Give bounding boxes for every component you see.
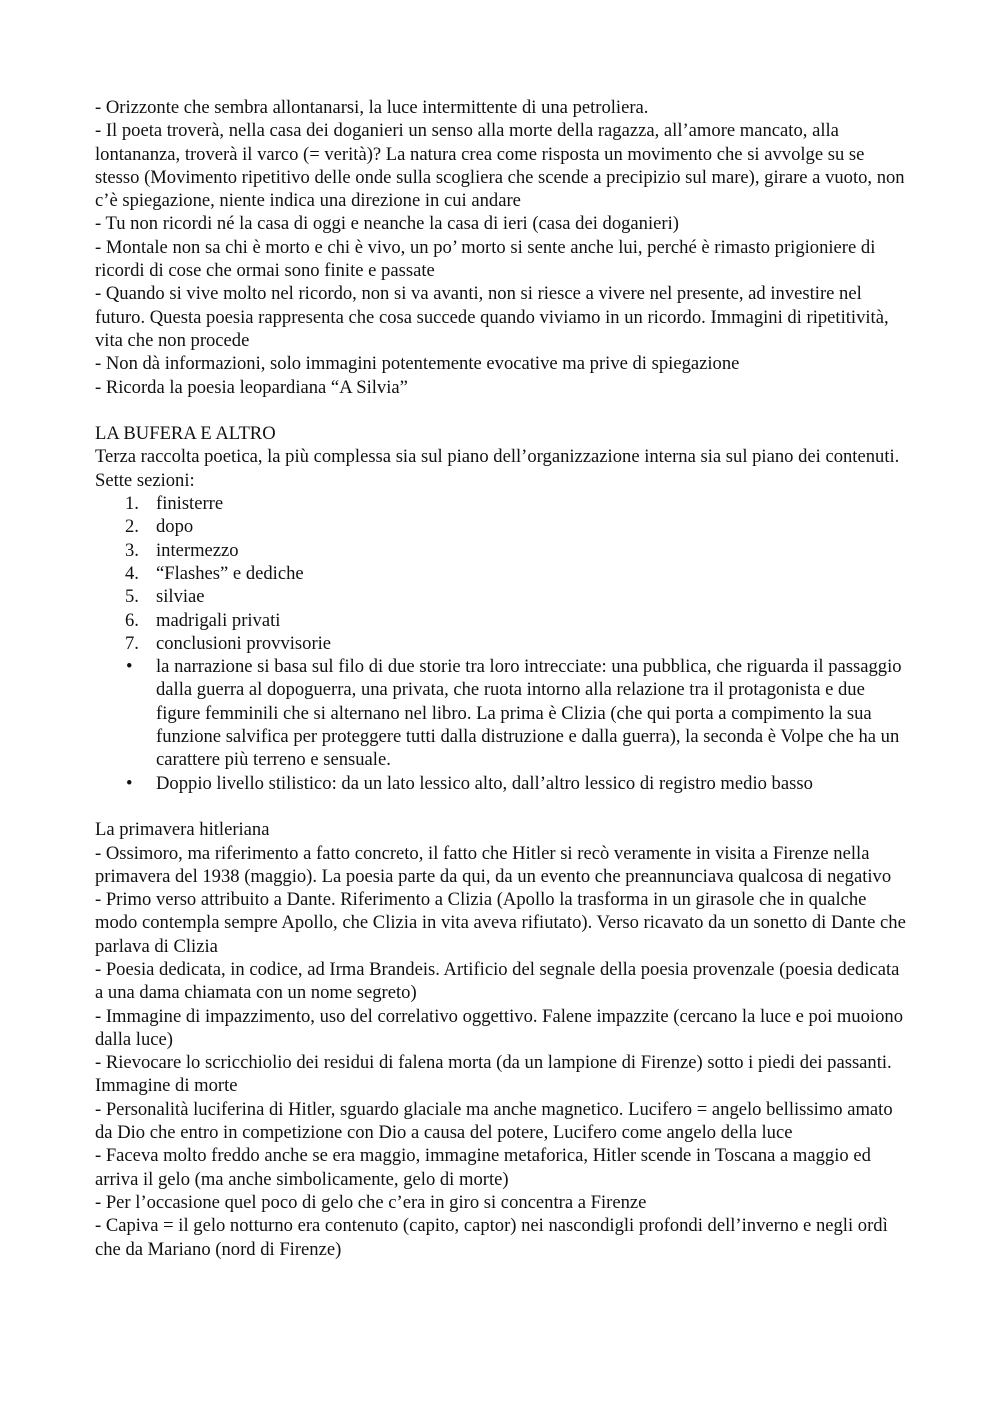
list-item-label: dopo bbox=[156, 516, 194, 538]
primavera-line-1: - Ossimoro, ma riferimento a fatto concreto, il fatto che Hitler si recò veramente in visita a Firenze nella primavera del 1938 (maggio). La poesia parte da qui, da un evento che preannunciava qualcosa di negativo bbox=[95, 842, 892, 887]
primavera-line-5: - Rievocare lo scricchiolio dei residui di falena morta (da un lampione di Firenze) sotto i piedi dei passanti. Immagine di morte bbox=[95, 1052, 892, 1097]
list-item-label: silviae bbox=[156, 586, 205, 608]
list-item bbox=[95, 515, 910, 538]
list-item-label: conclusioni provvisorie bbox=[156, 632, 332, 654]
primavera-line-4: - Immagine di impazzimento, uso del correlativo oggettivo. Falene impazzite (cercano la luce e poi muoiono dalla luce) bbox=[95, 1005, 904, 1050]
list-number: 5. bbox=[125, 586, 139, 608]
bullet-text: la narrazione si basa sul filo di due storie tra loro intrecciate: una pubblica, che riguarda il passaggio dalla guerra al dopoguerra, una privata, che ruota intorno alla relazione tra il protagonista e due figure femminili che si alternano nel libro. La prima è Clizia (che qui porta a compimento la sua funzione salvifica per proteggere tutti dalla distruzione e dalla guerra), la seconda è Volpe che ha un carattere più terreno e sensuale. bbox=[156, 656, 902, 771]
bullet-item bbox=[95, 772, 910, 795]
bullet-icon: • bbox=[126, 772, 133, 794]
list-item bbox=[95, 492, 910, 515]
primavera-line-7: - Faceva molto freddo anche se era maggio, immagine metaforica, Hitler scende in Toscana a maggio ed arriva il gelo (ma anche simbolicamente, gelo di morte) bbox=[95, 1145, 871, 1190]
list-number: 3. bbox=[125, 539, 139, 561]
sections-list bbox=[95, 492, 910, 655]
list-item bbox=[95, 562, 910, 585]
list-number: 7. bbox=[125, 632, 139, 654]
blank-line bbox=[95, 795, 910, 818]
section-title-primavera: La primavera hitleriana bbox=[95, 819, 270, 841]
document-page bbox=[95, 96, 910, 1261]
primavera-line-2: - Primo verso attribuito a Dante. Riferimento a Clizia (Apollo la trasforma in un girasole che in qualche modo contempla sempre Apollo, che Clizia in vita aveva rifiutato). Verso ricavato da un sonetto di Dante che parlava di Clizia bbox=[95, 889, 906, 957]
intro-line-4: - Montale non sa chi è morto e chi è vivo, un po’ morto si sente anche lui, perché è rimasto prigioniere di ricordi di cose che ormai sono finite e passate bbox=[95, 236, 876, 282]
list-number: 1. bbox=[125, 493, 139, 515]
primavera-line-8: - Per l’occasione quel poco di gelo che c’era in giro si concentra a Firenze bbox=[95, 1191, 647, 1213]
primavera-line-3: - Poesia dedicata, in codice, ad Irma Brandeis. Artificio del segnale della poesia provenzale (poesia dedicata a una dama chiamata con un nome segreto) bbox=[95, 958, 900, 1004]
list-item bbox=[95, 609, 910, 632]
bullet-text: Doppio livello stilistico: da un lato lessico alto, dall’altro lessico di registro medio basso bbox=[156, 772, 813, 794]
list-number: 4. bbox=[125, 562, 139, 584]
blank-line bbox=[95, 399, 910, 422]
list-item-label: “Flashes” e dediche bbox=[156, 562, 304, 584]
intro-line-7: - Ricorda la poesia leopardiana “A Silvia” bbox=[95, 376, 408, 398]
intro-line-6: - Non dà informazioni, solo immagini potentemente evocative ma prive di spiegazione bbox=[95, 353, 740, 375]
list-item-label: madrigali privati bbox=[156, 609, 281, 631]
intro-line-1: - Orizzonte che sembra allontanarsi, la luce intermittente di una petroliera. bbox=[95, 97, 649, 118]
list-number: 6. bbox=[125, 609, 139, 631]
list-number: 2. bbox=[125, 516, 139, 538]
primavera-line-9: - Capiva = il gelo notturno era contenuto (capito, captor) nei nascondigli profondi dell’inverno e negli ordì che da Mariano (nord di Firenze) bbox=[95, 1215, 888, 1260]
bufera-description: Terza raccolta poetica, la più complessa sia sul piano dell’organizzazione interna sia sul piano dei contenuti. Sette sezioni: bbox=[95, 446, 900, 491]
intro-line-3: - Tu non ricordi né la casa di oggi e neanche la casa di ieri (casa dei doganieri) bbox=[95, 213, 679, 235]
intro-line-5: - Quando si vive molto nel ricordo, non si va avanti, non si riesce a vivere nel presente, ad investire nel futuro. Questa poesia rappresenta che cosa succede quando viviamo in un ricordo. Immagini di ripetitività, vita che non procede bbox=[95, 283, 889, 351]
list-item bbox=[95, 585, 910, 608]
bullet-icon: • bbox=[126, 656, 133, 678]
list-item-label: finisterre bbox=[156, 493, 224, 515]
bullet-item bbox=[95, 655, 910, 771]
list-item-label: intermezzo bbox=[156, 539, 239, 561]
section-title-bufera: LA BUFERA E ALTRO bbox=[95, 423, 276, 445]
list-item bbox=[95, 632, 910, 655]
bullet-list bbox=[95, 655, 910, 795]
intro-line-2: - Il poeta troverà, nella casa dei doganieri un senso alla morte della ragazza, all’amore mancato, alla lontananza, troverà il varco (= verità)? La natura crea come risposta un movimento che si avvolge su se stesso (Movimento ripetitivo delle onde sulla scogliera che scende a precipizio sul mare), girare a vuoto, non c’è spiegazione, niente indica una direzione in cui andare bbox=[95, 120, 905, 212]
list-item bbox=[95, 539, 910, 562]
primavera-line-6: - Personalità luciferina di Hitler, sguardo glaciale ma anche magnetico. Lucifero = angelo bellissimo amato da Dio che entro in competizione con Dio a causa del potere, Lucifero come angelo della luce bbox=[95, 1098, 893, 1144]
